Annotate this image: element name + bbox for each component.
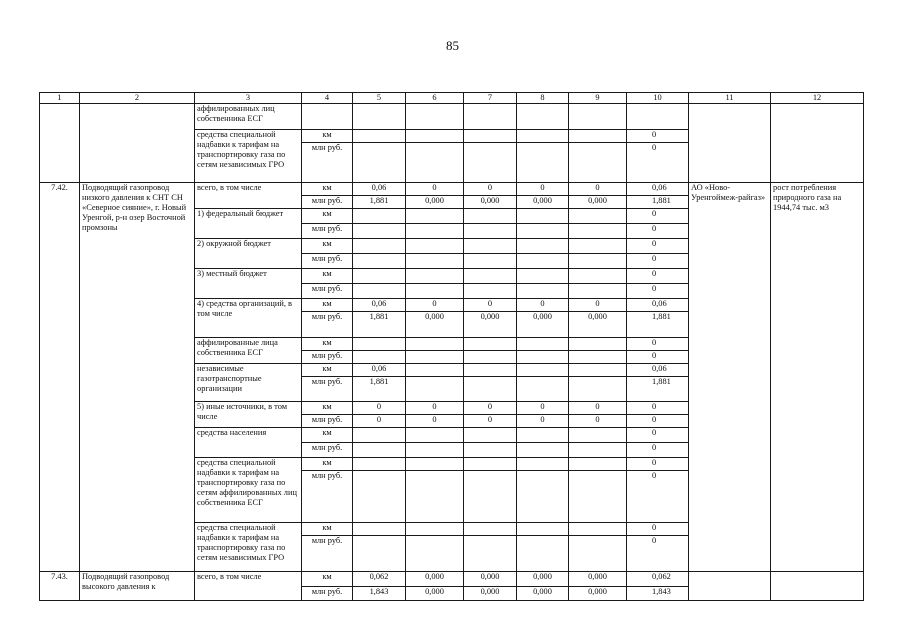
value-cell: 0 <box>517 299 569 312</box>
value-cell: 0,000 <box>569 587 627 601</box>
value-cell <box>302 104 353 130</box>
source-label: средства населения <box>195 428 302 458</box>
value-cell: 0 <box>569 299 627 312</box>
value-cell <box>464 269 517 284</box>
value-cell: 0 <box>569 402 627 415</box>
unit-cell: млн руб. <box>302 536 353 572</box>
reason-cell <box>771 572 864 601</box>
unit-cell: км <box>302 269 353 284</box>
value-cell: 1,843 <box>353 587 406 601</box>
column-header-3: 3 <box>195 93 302 104</box>
value-cell: 0 <box>353 415 406 428</box>
value-cell: 0,000 <box>464 312 517 338</box>
value-cell <box>406 254 464 269</box>
value-cell <box>517 269 569 284</box>
value-cell: 0,06 <box>627 364 689 377</box>
page-number: 85 <box>446 38 459 53</box>
value-cell: 0 <box>627 284 689 299</box>
investment-table <box>39 92 864 601</box>
source-label: 4) средства организаций, в том числе <box>195 299 302 338</box>
unit-cell: км <box>302 239 353 254</box>
unit-cell: км <box>302 364 353 377</box>
value-cell: 0,000 <box>406 196 464 209</box>
source-label: 3) местный бюджет <box>195 269 302 299</box>
value-cell <box>569 351 627 364</box>
unit-cell: млн руб. <box>302 312 353 338</box>
unit-cell: млн руб. <box>302 224 353 239</box>
source-label: всего, в том числе <box>195 183 302 209</box>
value-cell <box>406 471 464 523</box>
unit-cell: км <box>302 209 353 224</box>
value-cell: 0 <box>627 224 689 239</box>
value-cell: 0 <box>406 415 464 428</box>
value-cell <box>569 104 627 130</box>
value-cell <box>406 269 464 284</box>
value-cell <box>464 104 517 130</box>
value-cell <box>464 536 517 572</box>
value-cell <box>353 239 406 254</box>
source-label: аффилированные лица собственника ЕСГ <box>195 338 302 364</box>
value-cell: 0,06 <box>353 299 406 312</box>
value-cell <box>353 143 406 183</box>
value-cell <box>464 224 517 239</box>
value-cell <box>569 377 627 402</box>
value-cell: 0 <box>627 130 689 143</box>
unit-cell: млн руб. <box>302 587 353 601</box>
value-cell: 0 <box>627 443 689 458</box>
value-cell: 0 <box>627 523 689 536</box>
table-row <box>40 104 864 130</box>
value-cell <box>464 458 517 471</box>
value-cell <box>517 239 569 254</box>
unit-cell: млн руб. <box>302 351 353 364</box>
value-cell <box>569 130 627 143</box>
value-cell <box>353 224 406 239</box>
item-name: Подводящий газопровод высокого давления к <box>80 572 195 601</box>
table-row <box>40 572 864 587</box>
value-cell: 0,000 <box>517 587 569 601</box>
value-cell <box>517 224 569 239</box>
value-cell <box>569 224 627 239</box>
value-cell: 0,000 <box>517 572 569 587</box>
value-cell: 0 <box>627 458 689 471</box>
value-cell <box>353 351 406 364</box>
table-header-row <box>40 93 864 104</box>
column-header-6: 6 <box>406 93 464 104</box>
value-cell: 0 <box>517 402 569 415</box>
value-cell <box>353 254 406 269</box>
unit-cell: км <box>302 523 353 536</box>
value-cell <box>406 351 464 364</box>
value-cell <box>569 143 627 183</box>
value-cell: 0,000 <box>406 587 464 601</box>
number-cell <box>40 104 80 183</box>
value-cell <box>517 130 569 143</box>
value-cell: 0,000 <box>464 572 517 587</box>
value-cell: 0 <box>627 471 689 523</box>
unit-cell: млн руб. <box>302 284 353 299</box>
value-cell: 0 <box>627 428 689 443</box>
value-cell: 0 <box>406 299 464 312</box>
source-label: средства специальной надбавки к тарифам на транспортировку газа по сетям независимых ГРО <box>195 130 302 183</box>
value-cell <box>406 130 464 143</box>
value-cell: 0 <box>464 183 517 196</box>
column-header-7: 7 <box>464 93 517 104</box>
column-header-11: 11 <box>689 93 771 104</box>
organization-cell: АО «Ново-Уренгоймеж-райгаз» <box>689 183 771 572</box>
value-cell <box>353 428 406 443</box>
value-cell <box>569 428 627 443</box>
unit-cell: млн руб. <box>302 471 353 523</box>
column-header-10: 10 <box>627 93 689 104</box>
value-cell: 0 <box>627 536 689 572</box>
unit-cell: млн руб. <box>302 143 353 183</box>
value-cell <box>406 284 464 299</box>
value-cell: 1,881 <box>627 312 689 338</box>
value-cell: 0,000 <box>569 196 627 209</box>
value-cell: 0 <box>517 183 569 196</box>
value-cell <box>464 443 517 458</box>
value-cell <box>569 209 627 224</box>
value-cell <box>406 458 464 471</box>
column-header-9: 9 <box>569 93 627 104</box>
source-label: средства специальной надбавки к тарифам на транспортировку газа по сетям аффилированных лиц собственника ЕСГ <box>195 458 302 523</box>
value-cell <box>406 338 464 351</box>
value-cell: 0,000 <box>464 196 517 209</box>
value-cell <box>464 351 517 364</box>
value-cell: 0,062 <box>627 572 689 587</box>
column-header-4: 4 <box>302 93 353 104</box>
reason-cell <box>771 104 864 183</box>
value-cell <box>569 269 627 284</box>
value-cell: 0 <box>627 415 689 428</box>
value-cell <box>569 284 627 299</box>
value-cell: 0 <box>627 269 689 284</box>
value-cell <box>517 523 569 536</box>
value-cell: 0 <box>627 338 689 351</box>
value-cell <box>406 523 464 536</box>
value-cell <box>517 254 569 269</box>
item-number: 7.43. <box>40 572 80 601</box>
value-cell <box>627 104 689 130</box>
value-cell <box>517 443 569 458</box>
value-cell <box>517 428 569 443</box>
value-cell <box>517 471 569 523</box>
name-cell <box>80 104 195 183</box>
value-cell <box>464 428 517 443</box>
organization-cell <box>689 572 771 601</box>
source-label: средства специальной надбавки к тарифам на транспортировку газа по сетям независимых ГРО <box>195 523 302 572</box>
value-cell: 1,881 <box>627 377 689 402</box>
value-cell: 0,000 <box>517 312 569 338</box>
value-cell <box>406 209 464 224</box>
value-cell <box>464 209 517 224</box>
value-cell: 1,843 <box>627 587 689 601</box>
value-cell <box>406 239 464 254</box>
value-cell <box>464 377 517 402</box>
value-cell: 0,000 <box>464 587 517 601</box>
value-cell: 1,881 <box>353 196 406 209</box>
value-cell: 0 <box>569 183 627 196</box>
value-cell <box>517 284 569 299</box>
value-cell <box>569 523 627 536</box>
value-cell <box>464 338 517 351</box>
value-cell: 0,06 <box>627 183 689 196</box>
value-cell: 0,000 <box>569 312 627 338</box>
value-cell <box>353 209 406 224</box>
value-cell <box>406 428 464 443</box>
value-cell <box>517 104 569 130</box>
value-cell: 0 <box>627 351 689 364</box>
value-cell <box>569 471 627 523</box>
unit-cell: км <box>302 183 353 196</box>
value-cell: 0 <box>406 402 464 415</box>
value-cell <box>353 130 406 143</box>
value-cell <box>517 377 569 402</box>
value-cell: 0 <box>464 299 517 312</box>
value-cell <box>406 224 464 239</box>
column-header-1: 1 <box>40 93 80 104</box>
source-label: независимые газотранспортные организации <box>195 364 302 402</box>
value-cell <box>464 364 517 377</box>
value-cell: 1,881 <box>353 377 406 402</box>
value-cell <box>569 536 627 572</box>
source-label: 5) иные источники, в том числе <box>195 402 302 428</box>
value-cell <box>464 239 517 254</box>
column-header-8: 8 <box>517 93 569 104</box>
value-cell <box>517 143 569 183</box>
unit-cell: км <box>302 338 353 351</box>
value-cell: 0 <box>353 402 406 415</box>
column-header-5: 5 <box>353 93 406 104</box>
value-cell <box>464 471 517 523</box>
value-cell <box>406 443 464 458</box>
value-cell: 0 <box>627 402 689 415</box>
value-cell: 0,000 <box>569 572 627 587</box>
value-cell <box>353 523 406 536</box>
value-cell <box>569 239 627 254</box>
table-body <box>40 93 864 601</box>
value-cell <box>517 209 569 224</box>
column-header-12: 12 <box>771 93 864 104</box>
unit-cell: км <box>302 299 353 312</box>
organization-cell <box>689 104 771 183</box>
source-label: всего, в том числе <box>195 572 302 601</box>
value-cell: 0,000 <box>406 312 464 338</box>
value-cell <box>353 458 406 471</box>
value-cell: 0 <box>627 209 689 224</box>
value-cell <box>406 536 464 572</box>
value-cell: 1,881 <box>627 196 689 209</box>
value-cell: 0 <box>569 415 627 428</box>
value-cell <box>464 254 517 269</box>
value-cell: 0 <box>517 415 569 428</box>
value-cell <box>353 471 406 523</box>
value-cell: 0 <box>627 239 689 254</box>
unit-cell: млн руб. <box>302 415 353 428</box>
unit-cell: км <box>302 130 353 143</box>
value-cell <box>353 338 406 351</box>
value-cell <box>517 351 569 364</box>
value-cell: 0,06 <box>627 299 689 312</box>
value-cell <box>569 443 627 458</box>
unit-cell: км <box>302 428 353 443</box>
value-cell <box>569 364 627 377</box>
value-cell <box>464 284 517 299</box>
value-cell <box>464 130 517 143</box>
value-cell: 0 <box>406 183 464 196</box>
value-cell <box>569 254 627 269</box>
value-cell <box>353 269 406 284</box>
unit-cell: км <box>302 572 353 587</box>
unit-cell: млн руб. <box>302 443 353 458</box>
value-cell: 0 <box>464 415 517 428</box>
value-cell <box>406 143 464 183</box>
value-cell: 0,000 <box>406 572 464 587</box>
value-cell: 0 <box>627 254 689 269</box>
value-cell <box>517 458 569 471</box>
value-cell <box>406 104 464 130</box>
unit-cell: млн руб. <box>302 196 353 209</box>
value-cell: 0,000 <box>517 196 569 209</box>
value-cell <box>406 364 464 377</box>
item-name: Подводящий газопровод низкого давления к СНТ СН «Северное сияние», г. Новый Уренгой, р-н озер Восточной промзоны <box>80 183 195 572</box>
value-cell <box>353 443 406 458</box>
value-cell <box>464 143 517 183</box>
value-cell <box>406 377 464 402</box>
value-cell <box>353 284 406 299</box>
unit-cell: млн руб. <box>302 254 353 269</box>
value-cell <box>517 338 569 351</box>
source-label: 1) федеральный бюджет <box>195 209 302 239</box>
value-cell <box>517 536 569 572</box>
value-cell <box>517 364 569 377</box>
unit-cell: км <box>302 402 353 415</box>
source-label: аффилированных лиц собственника ЕСГ <box>195 104 302 130</box>
value-cell <box>353 536 406 572</box>
unit-cell: км <box>302 458 353 471</box>
value-cell: 1,881 <box>353 312 406 338</box>
value-cell: 0,06 <box>353 183 406 196</box>
value-cell <box>569 338 627 351</box>
value-cell <box>464 523 517 536</box>
table-row <box>40 183 864 196</box>
reason-cell: рост потребления природного газа на 1944,74 тыс. м3 <box>771 183 864 572</box>
value-cell: 0,06 <box>353 364 406 377</box>
value-cell: 0,062 <box>353 572 406 587</box>
value-cell <box>353 104 406 130</box>
item-number: 7.42. <box>40 183 80 572</box>
source-label: 2) окружной бюджет <box>195 239 302 269</box>
unit-cell: млн руб. <box>302 377 353 402</box>
value-cell: 0 <box>464 402 517 415</box>
column-header-2: 2 <box>80 93 195 104</box>
value-cell: 0 <box>627 143 689 183</box>
value-cell <box>569 458 627 471</box>
